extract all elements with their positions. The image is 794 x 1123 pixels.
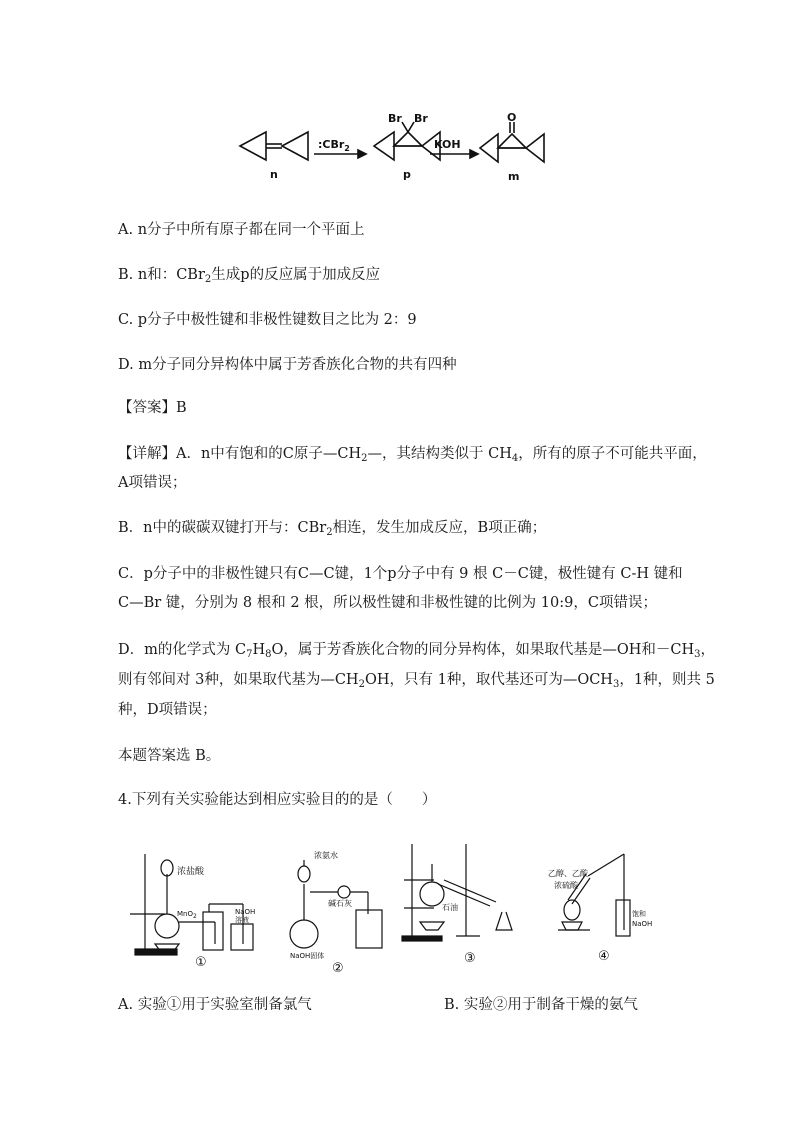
detail-d-line3: 种，D项错误； [118, 702, 217, 718]
svg-text:碱石灰: 碱石灰 [328, 899, 352, 908]
conclusion: 本题答案选 B。 [118, 748, 221, 764]
option-a: A. n分子中所有原子都在同一个平面上 [118, 222, 365, 238]
svg-text:乙醇、乙酸: 乙醇、乙酸 [548, 869, 588, 878]
svg-text:饱和: 饱和 [632, 910, 646, 918]
svg-text:④: ④ [598, 949, 610, 964]
apparatus-3 [398, 834, 528, 974]
br-left: Br [388, 112, 402, 125]
apparatus-1 [125, 834, 275, 974]
detail-b: B．n中的碳碳双键打开与：CBr$_2$相连，发生加成反应，B项正确； [118, 520, 547, 538]
svg-text:③: ③ [464, 951, 476, 966]
svg-text:浓氨水: 浓氨水 [314, 851, 338, 860]
answer: 【答案】B [118, 400, 187, 416]
svg-text:溶液: 溶液 [235, 916, 249, 924]
svg-text:NaOH固体: NaOH固体 [290, 952, 325, 960]
q4-option-b: B. 实验②用于制备干燥的氨气 [444, 997, 638, 1013]
p-ring-left [374, 132, 394, 160]
svg-text:NaOH: NaOH [632, 920, 653, 928]
detail-d-line2: 则有邻间对 3种，如果取代基为$—CH_2OH$，只有 1种，取代基还可为$—OCH_3$，1种，则共 5 [118, 672, 715, 690]
n-ring-left [240, 132, 266, 160]
reagent-koh: KOH [434, 138, 461, 151]
detail-d-line1: D．m的化学式为 $C_7H_8O$，属于芳香族化合物的同分异构体，如果取代基是—OH和$-CH_3$， [118, 642, 716, 660]
option-c: C. p分子中极性键和非极性键数目之比为 2：9 [118, 312, 417, 328]
p-ring-center [394, 132, 422, 146]
option-d: D. m分子同分异构体中属于芳香族化合物的共有四种 [118, 357, 457, 373]
br-right: Br [414, 112, 428, 125]
reagent-cbr2: :CBr$_2$ [318, 138, 350, 153]
detail-c-line2: C—Br 键，分别为 8 根和 2 根，所以极性键和非极性键的比例为 10:9，C项错误； [118, 595, 657, 611]
apparatus-4 [548, 834, 658, 974]
svg-text:浓盐酸: 浓盐酸 [177, 867, 205, 877]
oxygen-atom: O [507, 112, 517, 124]
detail-c-line1: C．p分子中的非极性键只有C—C键，1个p分子中有 9 根 C－C键，极性键有 C-H 键和 [118, 566, 683, 582]
option-b: B. n和：CBr$_2$生成p的反应属于加成反应 [118, 267, 381, 285]
label-n: n [270, 168, 278, 181]
apparatus-2 [282, 834, 392, 974]
detail-a-line2: A项错误； [118, 475, 187, 491]
svg-text:①: ① [195, 955, 207, 970]
svg-text:MnO2: MnO2 [177, 910, 197, 920]
detail-a-line1: 【详解】A．n中有饱和的C原子$—CH_2—$，其结构类似于 $CH_4$，所有的原子不可能共平面， [118, 446, 707, 464]
m-ring-right [526, 134, 544, 162]
label-p: p [403, 168, 411, 181]
svg-text:②: ② [332, 961, 344, 974]
reaction-scheme [230, 112, 560, 184]
svg-text:NaOH: NaOH [235, 908, 256, 916]
m-ring-center [498, 134, 526, 148]
svg-text:石油: 石油 [442, 903, 458, 912]
question-4-stem: 4.下列有关实验能达到相应实验目的的是（ ） [118, 792, 437, 808]
label-m: m [508, 170, 520, 183]
svg-text:浓硫酸: 浓硫酸 [554, 881, 578, 890]
q4-option-a: A. 实验①用于实验室制备氯气 [118, 997, 312, 1013]
n-ring-right [282, 132, 308, 160]
m-ring-left [480, 134, 498, 162]
